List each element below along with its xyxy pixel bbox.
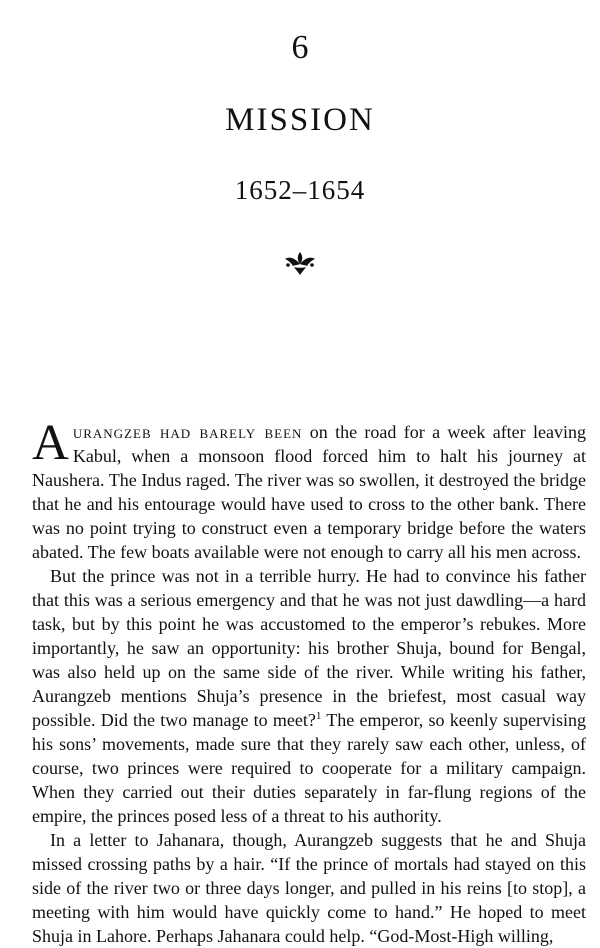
paragraph-3: [32, 828, 586, 948]
paragraph-3-text: In a letter to Jahanara, though, Aurangzeb suggests that he and Shuja missed crossing paths by a hair. “If the prince of mortals had stayed on this side of the river two or three days longer, and pulled in his reins [to stop], a meeting with him would have quickly come to hand.” He hoped to meet Shuja in Lahore. Perhaps Jahanara could help. “God-Most-High willing,: [32, 830, 586, 946]
paragraph-2: [32, 564, 586, 828]
chapter-body: [32, 415, 586, 948]
chapter-title: MISSION: [225, 102, 375, 138]
paragraph-1: [32, 415, 586, 564]
fleuron-ornament-icon: [283, 250, 317, 276]
paragraph-2-text-after: The emperor, so keenly supervising his sons’ movements, made sure that they rarely saw each other, unless, of course, two princes were required to cooperate for a military campaign. When they carried out their duties separately in far-flung regions of the empire, the princes posed less of a threat to his authority.: [32, 710, 586, 826]
paragraph-1-text: on the road for a week after leaving Kabul, when a monsoon flood forced him to halt his journey at Naushera. The Indus raged. The river was so swollen, it destroyed the bridge that he and his entourage would have used to cross to the other bank. There was no point trying to construct even a temporary bridge before the waters abated. The few boats available were not enough to carry all his men across.: [32, 422, 586, 562]
chapter-dates: 1652–1654: [234, 175, 366, 205]
footnote-marker[interactable]: 1: [315, 710, 322, 722]
opening-smallcaps: urangzeb had barely been: [72, 422, 303, 442]
drop-cap: A: [32, 415, 69, 471]
chapter-number: 6: [291, 29, 309, 66]
paragraph-2-text-before: But the prince was not in a terrible hurry. He had to convince his father that this was a serious emergency and that he was not just dawdling—a hard task, but by this point he was accustomed to the emperor’s rebukes. More importantly, he saw an opportunity: his brother Shuja, bound for Bengal, was also held up on the same side of the river. While writing his father, Aurangzeb mentions Shuja’s presence in the briefest, most casual way possible. Did the two manage to meet?: [32, 566, 586, 730]
